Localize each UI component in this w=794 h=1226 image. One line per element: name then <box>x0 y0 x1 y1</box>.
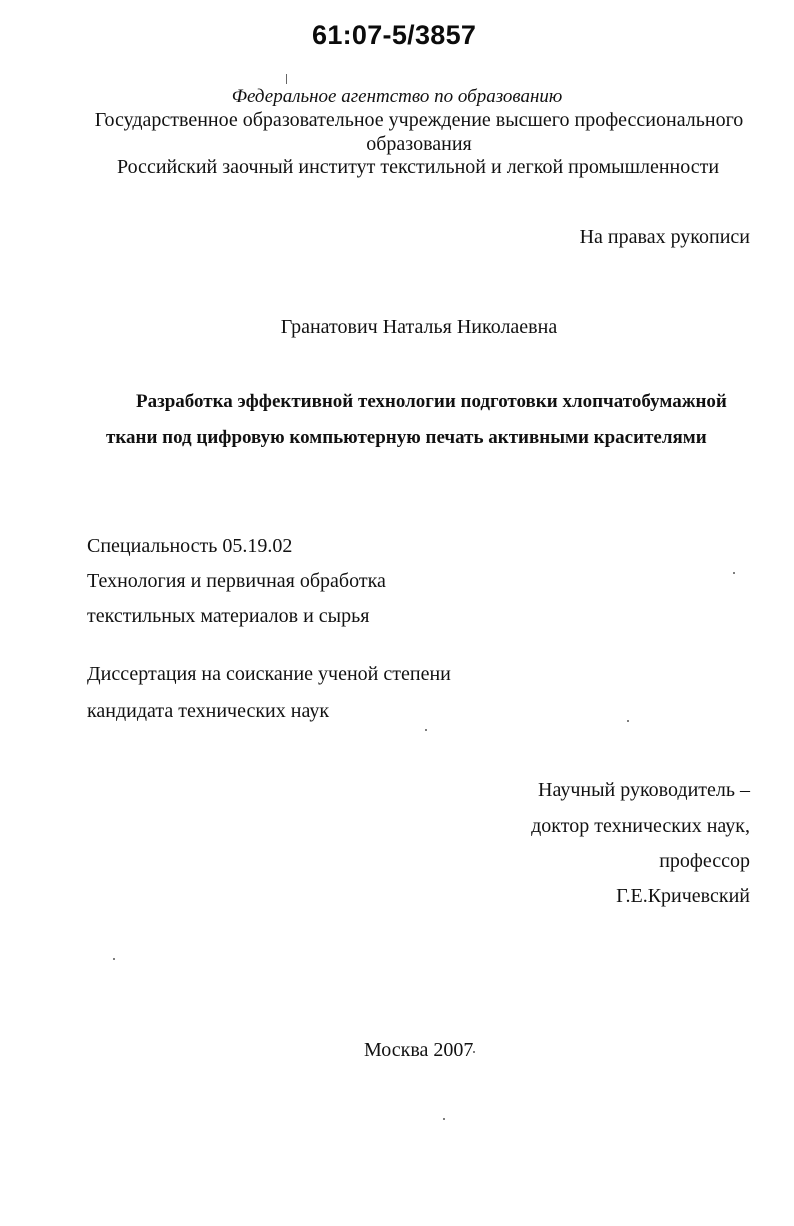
specialty-name-line-2: текстильных материалов и сырья <box>87 605 370 627</box>
agency-name: Федеральное агентство по образованию <box>231 86 563 107</box>
scan-speck <box>443 1118 445 1120</box>
scan-speck <box>473 1051 475 1053</box>
scan-mark <box>286 74 287 84</box>
supervisor-name: Г.Е.Кричевский <box>616 885 750 907</box>
rights-notice: На правах рукописи <box>579 226 750 248</box>
dissertation-title-line-2: ткани под цифровую компьютерную печать активными красителями <box>106 427 707 448</box>
scan-speck <box>113 958 115 960</box>
city-year: Москва 2007 <box>364 1039 474 1061</box>
archive-code: 61:07-5/3857 <box>312 20 477 50</box>
specialty-label: Специальность 05.19.02 <box>87 535 293 557</box>
scan-speck <box>733 572 735 574</box>
specialty-name-line-1: Технология и первичная обработка <box>87 570 386 592</box>
scan-speck <box>627 720 629 722</box>
degree-line-2: кандидата технических наук <box>87 700 330 722</box>
institution-line-3: Российский заочный институт текстильной и легкой промышленности <box>116 156 720 178</box>
supervisor-line-3: профессор <box>659 850 750 872</box>
institution-line-1: Государственное образовательное учреждение высшего профессионального <box>94 109 744 131</box>
author-name: Гранатович Наталья Николаевна <box>280 316 558 338</box>
scan-speck <box>425 729 427 731</box>
degree-line-1: Диссертация на соискание ученой степени <box>87 663 451 685</box>
supervisor-line-1: Научный руководитель – <box>538 779 750 801</box>
dissertation-title-line-1: Разработка эффективной технологии подготовки хлопчатобумажной <box>136 391 727 412</box>
institution-line-2: образования <box>366 133 472 155</box>
supervisor-line-2: доктор технических наук, <box>531 815 750 837</box>
